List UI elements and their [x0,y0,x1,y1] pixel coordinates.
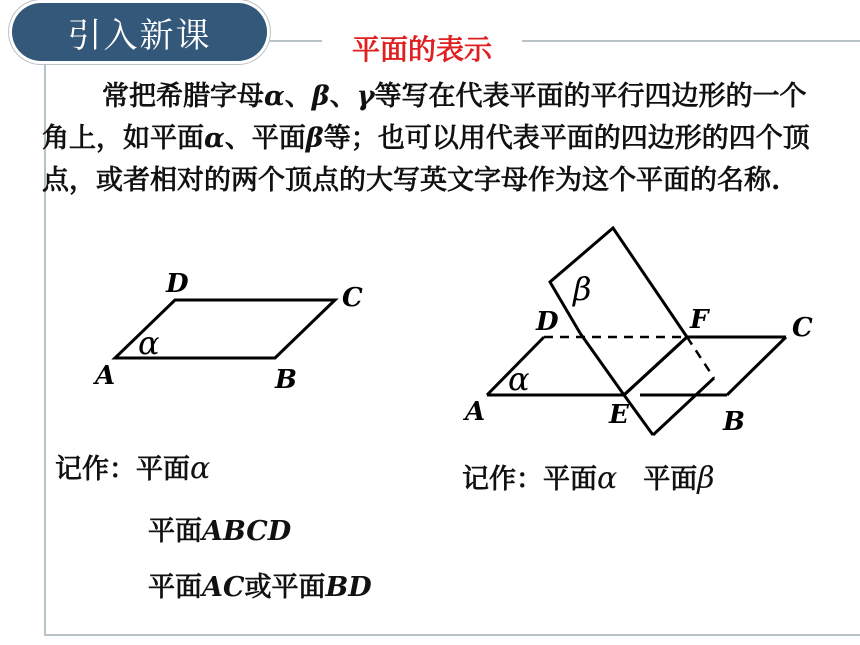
caption-right-beta: β [697,461,715,496]
plane-alpha-edge-bc [727,337,786,395]
section-badge-label: 引入新课 [67,15,212,56]
plane-beta-edge-lower [580,333,624,395]
para-alpha: α [264,81,285,112]
caption-left-alpha: α [190,451,211,486]
intersection-line-ef [624,337,687,395]
caption-left-abcd: ABCD [202,516,292,547]
figure-plane-abcd [80,260,410,400]
fig2-label-f: F [690,305,709,335]
caption-left-line2-prefix: 平面 [148,516,202,547]
para-sep-2: 、 [329,81,357,112]
para-beta-2: β [305,123,324,154]
para-alpha-2: α [204,123,225,154]
caption-right-prefix: 记作：平面 [462,464,597,495]
fig2-label-b: B [723,407,745,437]
caption-right-mid: 平面 [643,464,698,495]
para-text-3: 、平面 [224,123,306,154]
caption-left-line1 [55,447,210,486]
caption-left-ac: AC [202,572,245,603]
frame-bottom-line [44,634,860,636]
para-sep-1: 、 [284,81,312,112]
para-text-2: 等写在代表平面的平行四边形的一个角上，如平面 [42,81,807,154]
caption-left-line3 [148,565,372,604]
section-badge [12,3,267,61]
caption-left-line3-or: 或平面 [244,572,326,603]
caption-left-line2 [148,509,291,548]
para-text-1: 常把希腊字母 [102,81,264,112]
fig2-label-beta: β [573,270,592,308]
caption-left-line3-p1: 平面 [148,572,202,603]
para-text-4: 等；也可以用代表平面的四边形的四个顶点，或者相对的两个顶点的大写英文字母作为这个平面的名称. [42,123,810,196]
fig2-label-e: E [609,400,629,430]
fig1-label-alpha: α [138,324,160,362]
fig2-label-alpha: α [508,360,530,398]
para-gamma: γ [356,81,375,112]
para-beta: β [311,81,330,112]
caption-left-bd: BD [325,572,372,603]
fig1-label-a: A [95,361,116,391]
fig1-label-d: D [166,269,189,299]
plane-beta-edge-bottom [653,378,714,435]
caption-right-alpha: α [597,461,618,496]
slide-subtitle: 平面的表示 [322,30,522,70]
intro-paragraph [42,76,822,202]
fig2-label-d: D [536,307,559,337]
caption-left-prefix: 记作：平面 [55,454,190,485]
plane-beta-edge-hidden [687,337,714,378]
fig1-label-b: B [275,365,297,395]
figure-two-planes [450,220,830,450]
fig2-label-a: A [465,397,486,427]
fig2-label-c: C [792,313,813,343]
fig1-label-c: C [342,283,363,313]
caption-right [462,457,715,496]
